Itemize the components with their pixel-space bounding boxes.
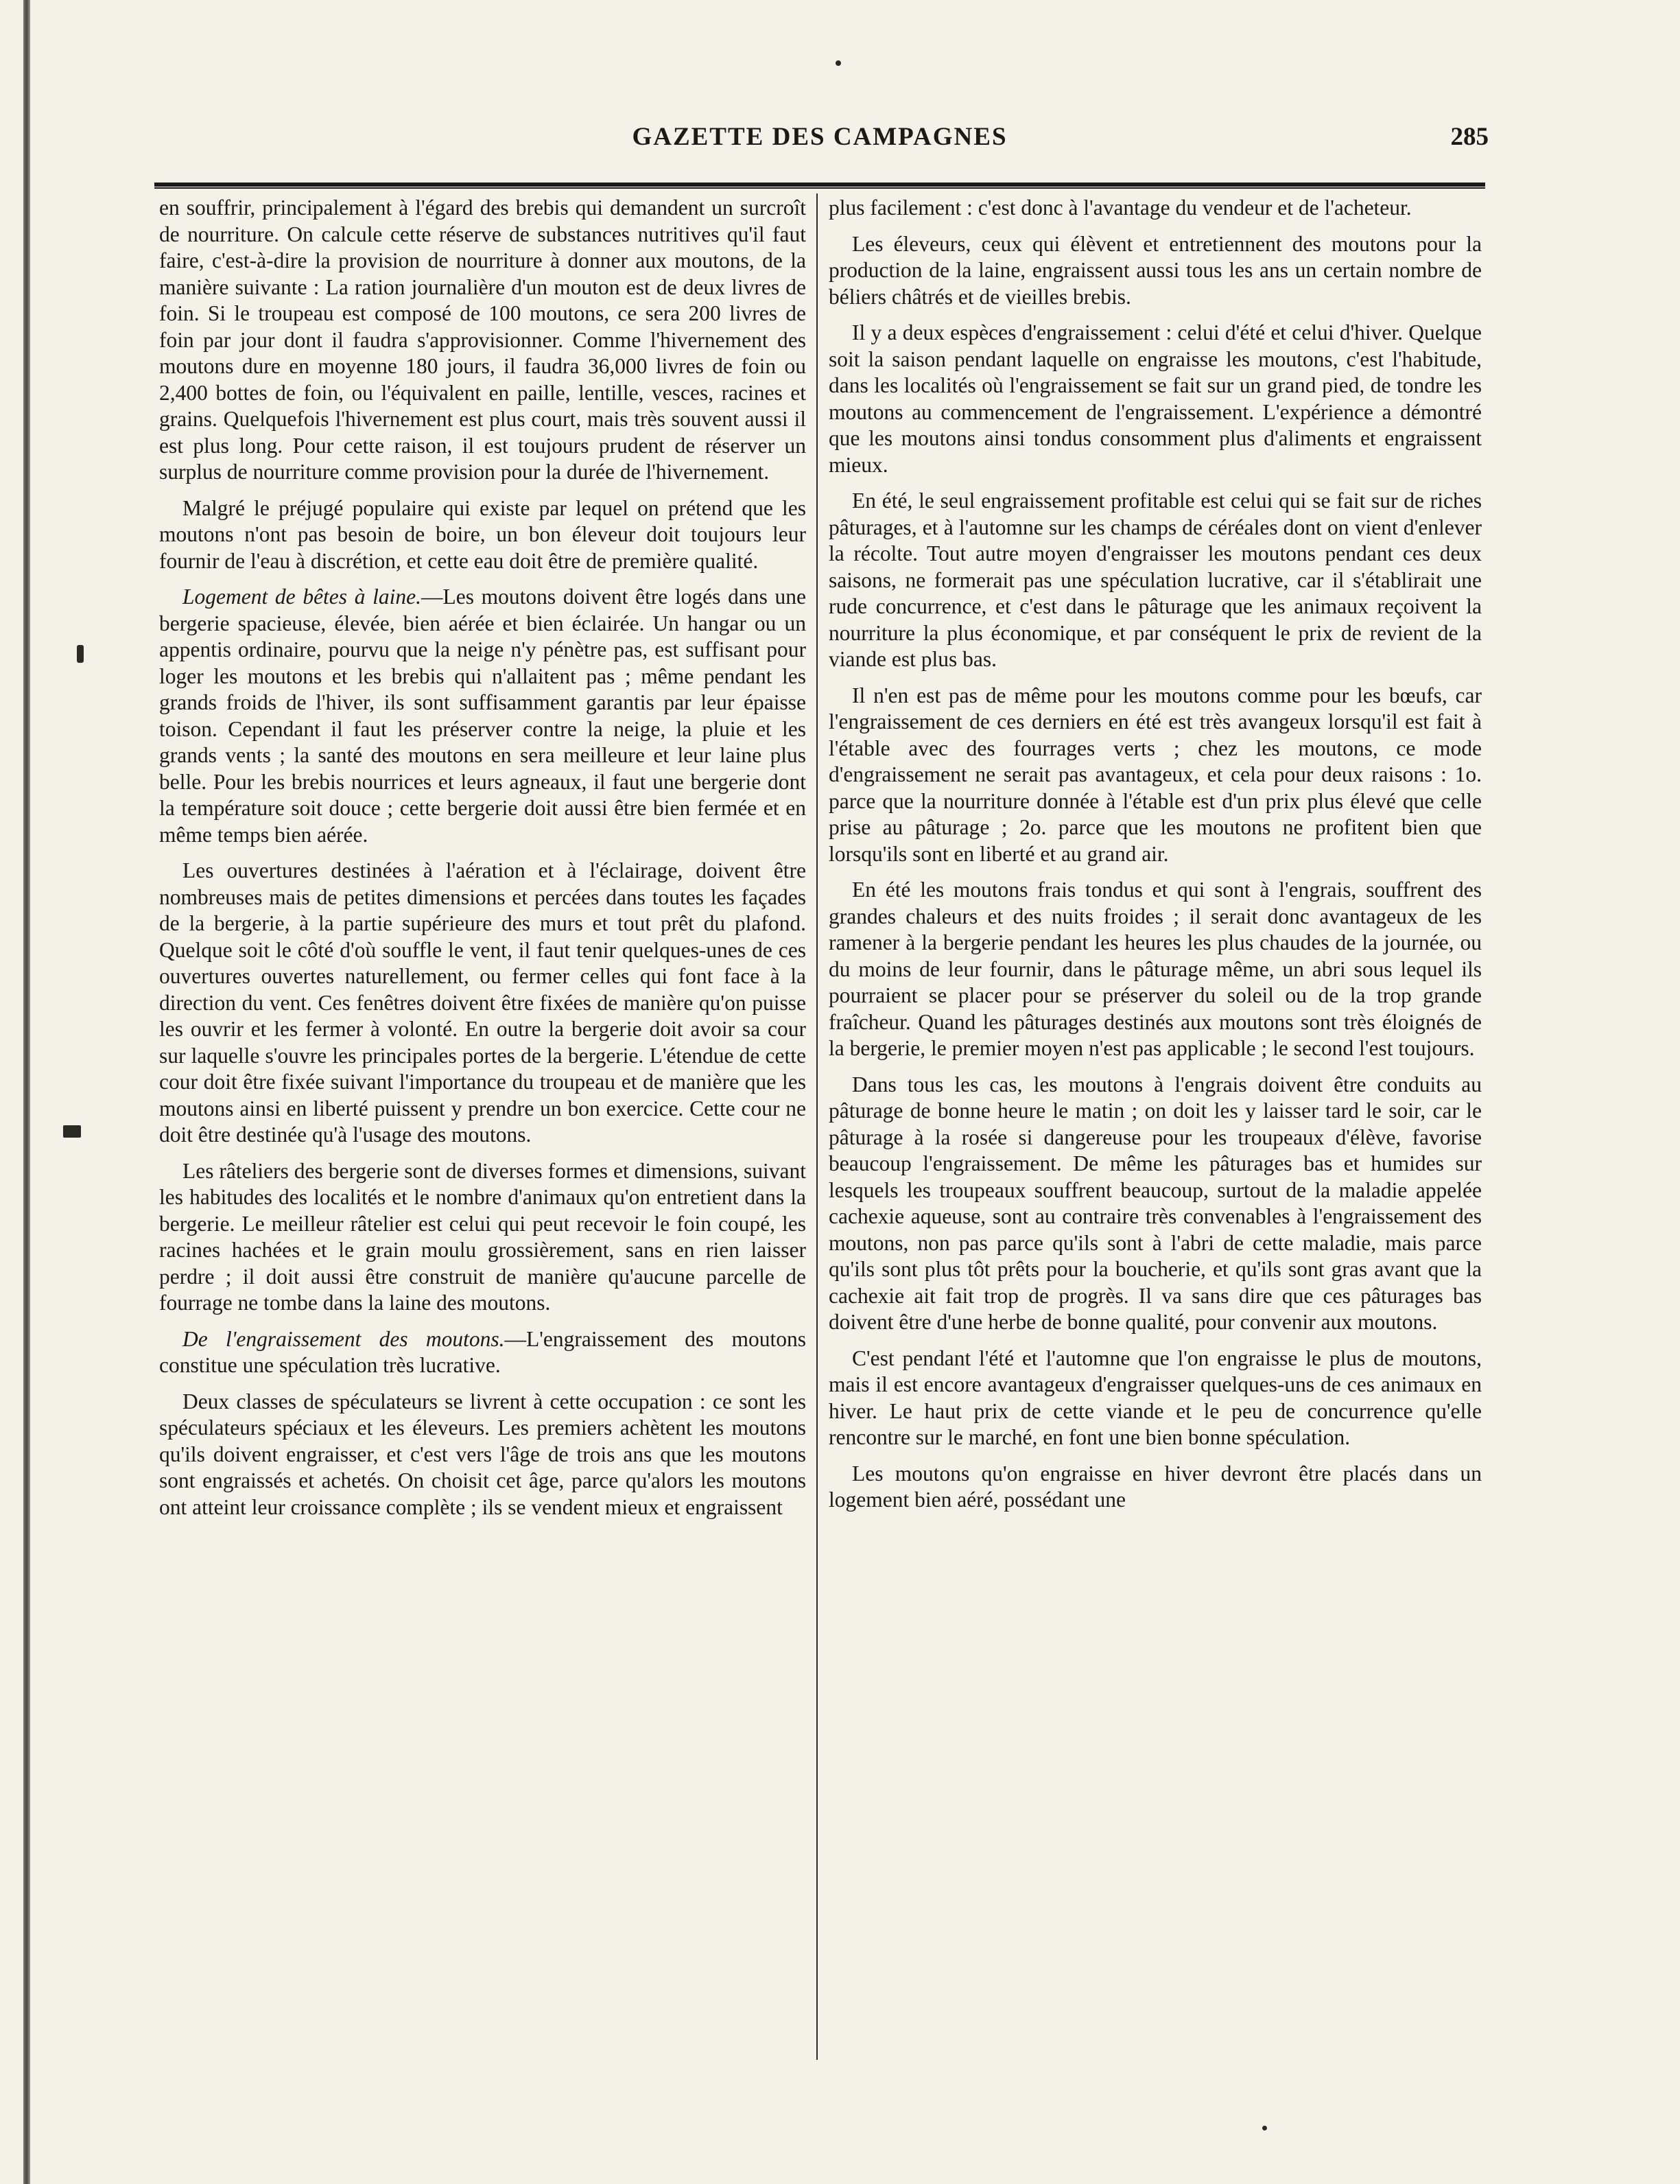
- paragraph: En été les moutons frais tondus et qui sont à l'engrais, souffrent des grandes chaleurs et des nuits froides ; il serait donc avantageux de les ramener à la bergerie pendant les heures les plus chaudes de la journée, ou du moins de leur fournir, dans le pâturage même, un abri sous lequel ils pourraient se placer pour se préserver du soleil ou de la trop grande fraîcheur. Quand les pâturages destinés aux moutons sont très éloignés de la bergerie, le premier moyen n'est pas applicable ; le second l'est toujours.: [829, 878, 1482, 1060]
- paragraph: Il y a deux espèces d'engraissement : celui d'été et celui d'hiver. Quelque soit la saison pendant laquelle on engraisse les moutons, c'est l'habitude, dans les localités où l'engraissement se fait sur un grand pied, de tondre les moutons au commencement de l'engraissement. L'expérience a démontré que les moutons ainsi tondus consomment plus d'aliments et engraissent mieux.: [829, 320, 1482, 477]
- right-column: [829, 195, 1482, 2054]
- paragraph-text: —Les moutons doivent être logés dans une bergerie spacieuse, élevée, bien aérée et bien éclairée. Un hangar ou un appentis ordinaire, pourvu que la neige n'y pénètre pas, est suffisant pour loger les moutons et les brebis qui n'allaitent pas ; même pendant les grands froids de l'hiver, ils sont suffisamment garantis par leur épaisse toison. Cependant il faut les préserver contre la neige, la pluie et les grands vents ; la santé des moutons en sera meilleure et leur laine plus belle. Pour les brebis nourrices et leurs agneaux, il faut une bergerie dont la température soit douce ; cette bergerie doit aussi être bien fermée et en même temps bien aérée.: [159, 585, 806, 847]
- header-rule: [154, 183, 1485, 189]
- paragraph: en souffrir, principalement à l'égard des brebis qui demandent un surcroît de nourriture. On calcule cette réserve de substances nutritives qu'il faut faire, c'est-à-dire la provision de nourriture à donner aux moutons, de la manière suivante : La ration journalière d'un mouton est de deux livres de foin. Si le troupeau est composé de 100 moutons, ce sera 200 livres de foin par jour dont il faudra s'approvisionner. Comme l'hivernement des moutons dure en moyenne 180 jours, il faudra 36,000 livres de foin ou 2,400 bottes de foin, ou l'équivalent en paille, lentille, vesces, racines et grains. Quelquefois l'hivernement est plus court, mais très souvent aussi il est plus long. Pour cette raison, il est toujours prudent de réserver un surplus de nourriture comme provision pour la durée de l'hivernement.: [159, 196, 806, 484]
- paragraph: C'est pendant l'été et l'automne que l'on engraisse le plus de moutons, mais il est encore avantageux d'engraisser quelques-uns de ces animaux en hiver. Le haut prix de cette viande et le peu de concurrence qu'elle rencontre sur le marché, en font une bien bonne spéculation.: [829, 1346, 1482, 1449]
- paragraph: Deux classes de spéculateurs se livrent à cette occupation : ce sont les spéculateurs spéciaux et les éleveurs. Les premiers achètent les moutons qu'ils doivent engraisser, et c'est vers l'âge de trois ans que les moutons sont engraissés et achetés. On choisit cet âge, parce qu'alors les moutons ont atteint leur croissance complète ; ils se vendent mieux et engraissent: [159, 1389, 806, 1519]
- scan-speck: [77, 645, 84, 663]
- paragraph: Dans tous les cas, les moutons à l'engrais doivent être conduits au pâturage de bonne heure le matin ; on doit les y laisser tard le soir, car le pâturage à la rosée si dangereuse pour les troupeaux d'élève, favorise beaucoup l'engraissement. De même les pâturages bas et humides sur lesquels les troupeaux souffrent beaucoup, surtout de la maladie appelée cachexie aqueuse, sont au contraire très convenables à l'engraissement des moutons, non pas parce qu'ils sont à l'abri de cette maladie, mais parce qu'ils sont plus tôt prêts pour la boucherie, et qu'ils sont gras avant que la cachexie ait fait trop de progrès. Il va sans dire que ces pâturages bas doivent être d'une herbe de bonne qualité, pour convenir aux moutons.: [829, 1072, 1482, 1334]
- paragraph: Les râteliers des bergerie sont de diverses formes et dimensions, suivant les habitudes des localités et le nombre d'animaux qu'on entretient dans la bergerie. Le meilleur râtelier est celui qui peut recevoir le foin coupé, les racines hachées et le grain moulu grossièrement, sans en rien laisser perdre ; il doit aussi être construit de manière qu'aucune parcelle de fourrage ne tombe dans la laine des moutons.: [159, 1158, 806, 1315]
- paragraph: Les moutons qu'on engraisse en hiver devront être placés dans un logement bien aéré, possédant une: [829, 1461, 1482, 1512]
- paragraph: Les ouvertures destinées à l'aération et à l'éclairage, doivent être nombreuses mais de petites dimensions et percées dans toutes les façades de la bergerie, à la partie supérieure des murs et tout prêt du plafond. Quelque soit le côté d'où souffle le vent, il faut tenir quelques-unes de ces ouvertures ouvertes naturellement, ou fermer celles qui font face à la direction du vent. Ces fenêtres doivent être fixées de manière qu'on puisse les ouvrir et les fermer à volonté. En outre la bergerie doit avoir sa cour sur laquelle s'ouvre les principales portes de la bergerie. L'étendue de cette cour doit être fixée suivant l'importance du troupeau et de manière que les moutons ainsi en liberté puissent y prendre un bon exercice. Cette cour ne doit être destinée qu'à l'usage des moutons.: [159, 858, 806, 1147]
- section-heading: De l'engraissement des moutons.: [182, 1326, 505, 1351]
- paragraph-text: —L'engraissement des moutons constitue une spéculation très lucrative.: [159, 1326, 806, 1377]
- binding-edge: [23, 0, 30, 2184]
- paragraph: Malgré le préjugé populaire qui existe par lequel on prétend que les moutons n'ont pas besoin de boire, un bon éleveur doit toujours leur fournir de l'eau à discrétion, et cette eau doit être de première qualité.: [159, 495, 806, 573]
- scan-speck: [1262, 2126, 1267, 2130]
- scan-speck: [63, 1125, 81, 1138]
- column-divider: [816, 193, 818, 2060]
- section-heading: Logement de bêtes à laine.: [182, 585, 422, 609]
- page-number: 285: [1450, 123, 1489, 151]
- left-column: [159, 195, 806, 2054]
- paragraph: [159, 584, 806, 848]
- paragraph: [159, 1326, 806, 1379]
- paragraph: Les éleveurs, ceux qui élèvent et entretiennent des moutons pour la production de la laine, engraissent aussi tous les ans un certain nombre de béliers châtrés et de vieilles brebis.: [829, 231, 1482, 309]
- paragraph: plus facilement : c'est donc à l'avantage du vendeur et de l'acheteur.: [829, 196, 1412, 220]
- scan-speck: [836, 60, 841, 66]
- paragraph: En été, le seul engraissement profitable est celui qui se fait sur de riches pâturages, et à l'automne sur les champs de céréales dont on vient d'enlever la récolte. Tout autre moyen d'engraisser les moutons pendant ces deux saisons, ne formerait pas une spéculation lucrative, car il s'établirait une rude concurrence, et c'est dans le pâturage que les animaux reçoivent la nourriture la plus économique, et par conséquent le prix de revient de la viande est plus bas.: [829, 489, 1482, 671]
- page-header: [158, 122, 1489, 163]
- paragraph: Il n'en est pas de même pour les moutons comme pour les bœufs, car l'engraissement de ces derniers en été est très avangeux lorsqu'il est fait à l'étable avec des fourrages verts ; chez les moutons, ce mode d'engraissement ne serait pas avantageux, et cela pour deux raisons : 1o. parce que la nourriture donnée à l'étable est d'un prix plus élevé que celle prise au pâturage ; 2o. parce que les moutons ne profitent bien que lorsqu'ils sont en liberté et au grand air.: [829, 683, 1482, 866]
- running-title: GAZETTE DES CAMPAGNES: [632, 123, 1008, 151]
